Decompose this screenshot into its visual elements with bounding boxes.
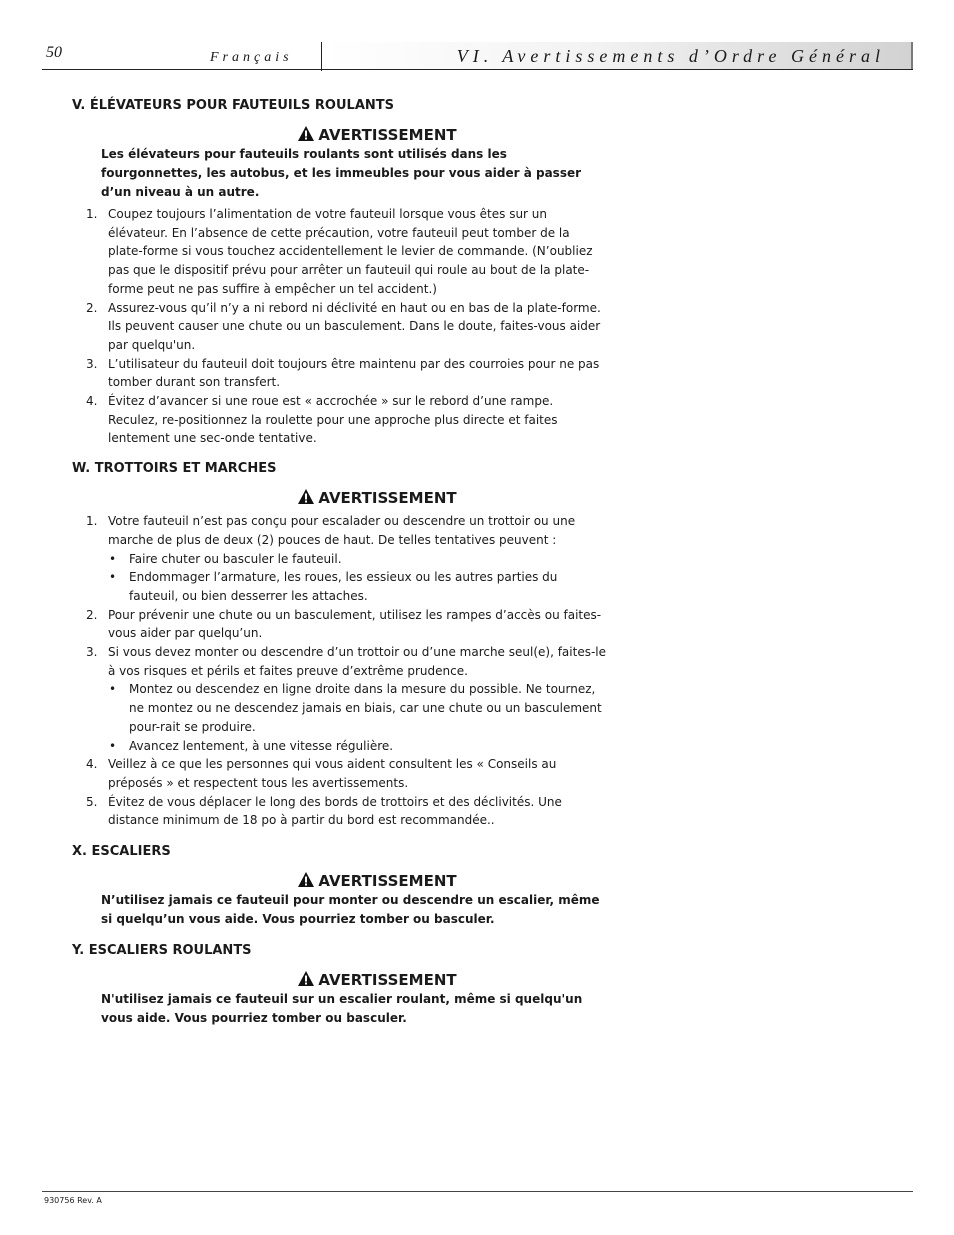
footer-rule <box>42 1191 913 1192</box>
section-y-heading: Y. ESCALIERS ROULANTS <box>72 943 252 959</box>
section-x-warning-title <box>127 871 627 891</box>
section-title: VI. Avertissements d’Ordre Général <box>456 46 885 66</box>
warning-triangle-icon <box>297 488 315 505</box>
section-y-warning-text: N'utilisez jamais ce fauteuil sur un escalier roulant, même si quelqu'un vous aide. Vous pourriez tomber ou basculer. <box>101 992 583 1026</box>
section-v-warning-text: Les élévateurs pour fauteuils roulants sont utilisés dans les fourgonnettes, les autobus, et les immeubles pour vous aider à passer d’un niveau à un autre. <box>101 147 582 199</box>
warning-label: AVERTISSEMENT <box>318 971 457 990</box>
list-item: 2. Assurez-vous qu’il n’y a ni rebord ni déclivité en haut ou en bas de la plate-forme. Ils peuvent causer une chute ou un basculement. Dans le doute, faites-vous aider par quelqu'un. <box>86 300 601 352</box>
section-w-warning-title <box>127 488 627 508</box>
section-x-warning-text: N’utilisez jamais ce fauteuil pour monter ou descendre un escalier, même si quelqu’un vous aide. Vous pourriez tomber ou basculer. <box>101 893 600 927</box>
warning-label: AVERTISSEMENT <box>318 872 457 891</box>
page-content <box>72 96 612 1028</box>
list-item: 3. L’utilisateur du fauteuil doit toujours être maintenu par des courroies pour ne pas tomber durant son transfert. <box>86 356 600 390</box>
list-bullet: • Faire chuter ou basculer le fauteuil. <box>109 551 342 566</box>
section-y-warning-title <box>127 970 627 990</box>
section-v-heading: V. ÉLÉVATEURS POUR FAUTEUILS ROULANTS <box>72 98 394 113</box>
section-v-list <box>72 205 612 448</box>
warning-label: AVERTISSEMENT <box>318 126 457 144</box>
section-title-band <box>323 42 913 69</box>
list-item: 4. Veillez à ce que les personnes qui vous aident consultent les « Conseils au préposés » et respectent tous les avertissements. <box>86 757 557 790</box>
list-item: 1. Votre fauteuil n’est pas conçu pour escalader ou descendre un trottoir ou une marche de plus de deux (2) pouces de haut. De telles tentatives peuvent : <box>86 514 576 547</box>
list-item: 5. Évitez de vous déplacer le long des bords de trottoirs et des déclivités. Une distance minimum de 18 po à partir du bord est recommandée.. <box>86 794 562 828</box>
page-number: 50 <box>46 44 62 61</box>
list-bullet: • Avancez lentement, à une vitesse régulière. <box>109 738 394 753</box>
warning-triangle-icon <box>297 871 315 888</box>
list-item: 3. Si vous devez monter ou descendre d’un trottoir ou d’une marche seul(e), faites-le à vos risques et périls et faites preuve d’extrême prudence. <box>86 645 607 678</box>
list-bullet: • Montez ou descendez en ligne droite dans la mesure du possible. Ne tournez, ne montez ou ne descendez jamais en biais, car une chute ou un basculement pour-rait se produire. <box>109 682 602 734</box>
language-label: Français <box>210 50 293 65</box>
header-rule <box>42 69 913 70</box>
section-w-list <box>72 512 612 830</box>
document-reference: 930756 Rev. A <box>44 1196 102 1205</box>
section-w-heading: W. TROTTOIRS ET MARCHES <box>72 461 277 477</box>
list-bullet: • Endommager l’armature, les roues, les essieux ou les autres parties du fauteuil, ou bien desserrer les attaches. <box>109 570 558 603</box>
header-divider <box>321 42 322 71</box>
list-item: 1. Coupez toujours l’alimentation de votre fauteuil lorsque vous êtes sur un élévateur. En l’absence de cette précaution, votre fauteuil peut tomber de la plate-forme si vous touchez accidentellement le levier de commande. (N’oubliez pas que le dispositif prévu pour arrêter un fauteuil qui roule au bout de la plate-forme peut ne pas suffire à empêcher un tel accident.) <box>86 207 593 296</box>
list-item: 2. Pour prévenir une chute ou un basculement, utilisez les rampes d’accès ou faites-vous aider par quelqu’un. <box>86 607 602 641</box>
warning-label: AVERTISSEMENT <box>318 489 457 508</box>
list-item: 4. Évitez d’avancer si une roue est « accrochée » sur le rebord d’une rampe. Reculez, re-positionnez la roulette pour une approche plus directe et faites lentement une sec-onde tentative. <box>86 394 558 446</box>
section-v-warning-title <box>127 125 627 145</box>
section-x-heading: X. ESCALIERS <box>72 844 171 860</box>
warning-triangle-icon <box>297 125 315 142</box>
warning-triangle-icon <box>297 970 315 987</box>
page-header <box>42 40 913 71</box>
